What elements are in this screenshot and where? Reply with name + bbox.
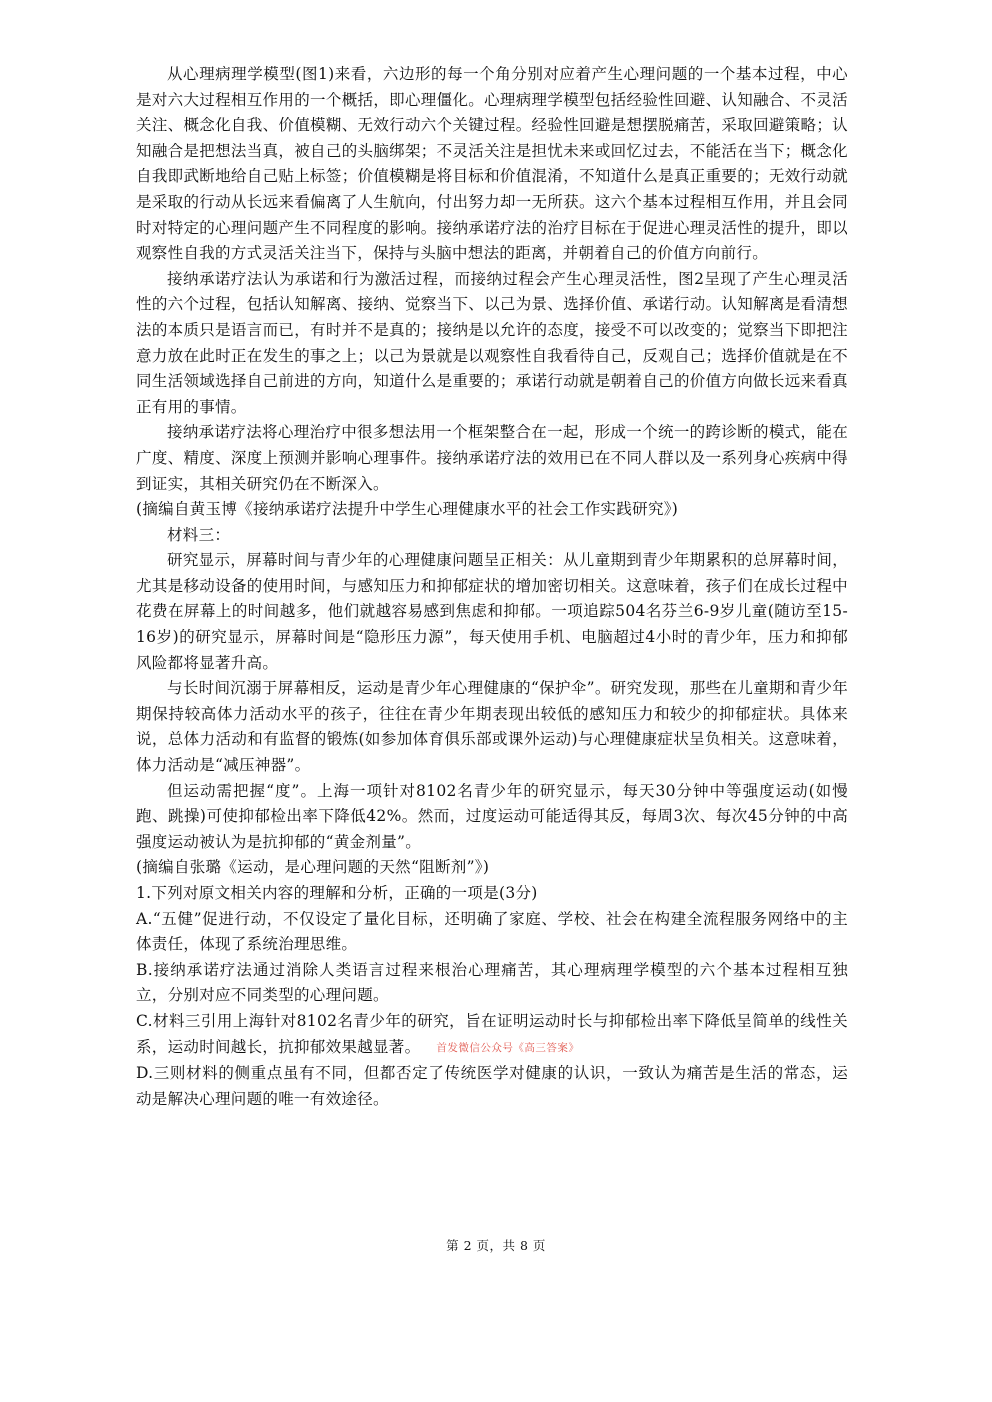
paragraph-psychological-flexibility: 接纳承诺疗法认为承诺和行为激活过程，而接纳过程会产生心理灵活性，图2呈现了产生心理灵活性的六个过程，包括认知解离、接纳、觉察当下、以己为景、选择价值、承诺行动。认知解离是看清想法的本质只是语言而已，有时并不是真的；接纳是以允许的态度，接受不可以改变的；觉察当下即把注意力放在此时正在发生的事之上；以己为景就是以观察性自我看待自己，反观自己；选择价值就是在不同生活领域选择自己前进的方向，知道什么是重要的；承诺行动就是朝着自己的价值方向做长远来看真正有用的事情。 xyxy=(136,269,848,416)
source-citation-2: (摘编自张璐《运动，是心理问题的天然“阻断剂”》) xyxy=(136,858,490,877)
paragraph-exercise-protection: 与长时间沉溺于屏幕相反，运动是青少年心理健康的“保护伞”。研究发现，那些在儿童期和青少年期保持较高体力活动水平的孩子，往往在青少年期表现出较低的感知压力和较少的抑郁症状。具体来说，总体力活动和有监督的锻炼(如参加体育俱乐部或课外运动)与心理健康症状呈负相关。这意味着，体力活动是“减压神器”。 xyxy=(136,679,848,775)
page-footer: 第 2 页，共 8 页 xyxy=(446,1238,546,1253)
material-three-heading: 材料三： xyxy=(167,525,231,544)
question-stem: 1.下列对原文相关内容的理解和分析，正确的一项是(3分) xyxy=(136,884,538,902)
paragraph-exercise-dosage: 但运动需把握“度”。上海一项针对8102名青少年的研究显示，每天30分钟中等强度运动(如慢跑、跳操)可使抑郁检出率下降低42%。然而，过度运动可能适得其反，每周3次、每次45分钟的中高强度运动被认为是抗抑郁的“黄金剂量”。 xyxy=(136,781,848,851)
paragraph-hexaflex-model: 从心理病理学模型(图1)来看，六边形的每一个角分别对应着产生心理问题的一个基本过程，中心是对六大过程相互作用的一个概括，即心理僵化。心理病理学模型包括经验性回避、认知融合、不灵活关注、概念化自我、价值模糊、无效行动六个关键过程。经验性回避是想摆脱痛苦，采取回避策略；认知融合是把想法当真，被自己的头脑绑架；不灵活关注是担忧未来或回忆过去，不能活在当下；概念化自我即武断地给自己贴上标签；价值模糊是将目标和价值混淆，不知道什么是真正重要的；无效行动就是采取的行动从长远来看偏离了人生航向，付出努力却一无所获。这六个基本过程相互作用，并且会同时对特定的心理问题产生不同程度的影响。接纳承诺疗法的治疗目标在于促进心理灵活性的提升，即以观察性自我的方式灵活关注当下，保持与头脑中想法的距离，并朝着自己的价值方向前行。 xyxy=(136,65,848,263)
paragraph-screen-time: 研究显示，屏幕时间与青少年的心理健康问题呈正相关：从儿童期到青少年期累积的总屏幕时间，尤其是移动设备的使用时间，与感知压力和抑郁症状的增加密切相关。这意味着，孩子们在成长过程中花费在屏幕上的时间越多，他们就越容易感到焦虑和抑郁。一项追踪504名芬兰6-9岁儿童(随访至15-16岁)的研究显示，屏幕时间是“隐形压力源”，每天使用手机、电脑超过4小时的青少年，压力和抑郁风险都将显著升高。 xyxy=(136,551,848,672)
watermark-label: 首发微信公众号《高三答案》 xyxy=(436,1041,580,1054)
paragraph-act-framework: 接纳承诺疗法将心理治疗中很多想法用一个框架整合在一起，形成一个统一的跨诊断的模式，能在广度、精度、深度上预测并影响心理事件。接纳承诺疗法的效用已在不同人群以及一系列身心疾病中得到证实，其相关研究仍在不断深入。 xyxy=(136,423,848,493)
option-c-text: C.材料三引用上海针对8102名青少年的研究，旨在证明运动时长与抑郁检出率下降低呈简单的线性关系，运动时间越长，抗抑郁效果越显著。 xyxy=(136,1011,848,1056)
document-body xyxy=(136,62,848,1112)
source-citation-1: (摘编自黄玉博《接纳承诺疗法提升中学生心理健康水平的社会工作实践研究》) xyxy=(136,500,679,519)
option-a: A.“五健”促进行动，不仅设定了量化目标，还明确了家庭、学校、社会在构建全流程服务网络中的主体责任，体现了系统治理思维。 xyxy=(136,909,848,954)
option-b: B.接纳承诺疗法通过消除人类语言过程来根治心理痛苦，其心理病理学模型的六个基本过程相互独立，分别对应不同类型的心理问题。 xyxy=(136,960,848,1005)
option-c xyxy=(136,1009,848,1061)
option-d: D.三则材料的侧重点虽有不同，但都否定了传统医学对健康的认识，一致认为痛苦是生活的常态，运动是解决心理问题的唯一有效途径。 xyxy=(136,1064,848,1108)
